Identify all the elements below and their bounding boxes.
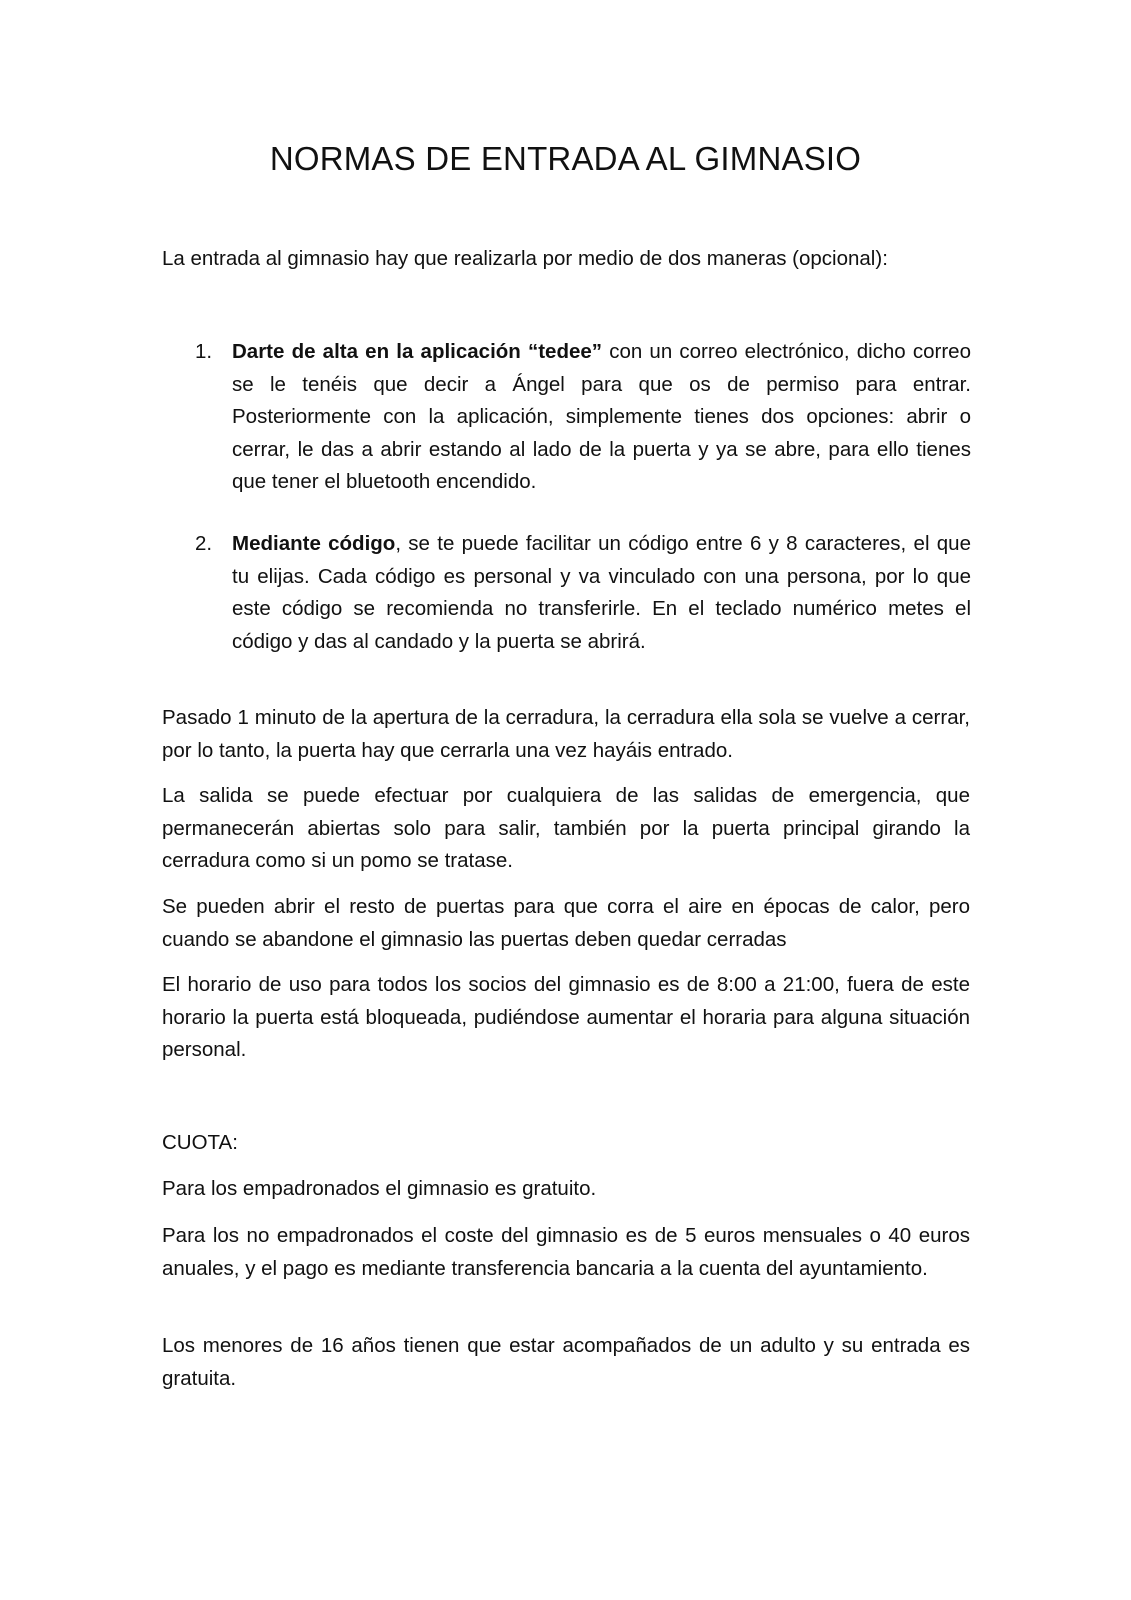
paragraph-puertas: Se pueden abrir el resto de puertas para que corra el aire en épocas de calor, pero cuando se abandone el gimnasio las puertas deben quedar cerradas [162, 895, 970, 951]
list-item-body [232, 528, 971, 658]
paragraph-salida: La salida se puede efectuar por cualquiera de las salidas de emergencia, que permanecerán abiertas solo para salir, también por la puerta principal girando la cerradura como si un pomo se tratase. [162, 784, 970, 872]
paragraph-cerradura: Pasado 1 minuto de la apertura de la cerradura, la cerradura ella sola se vuelve a cerrar, por lo tanto, la puerta hay que cerrarla una vez hayáis entrado. [162, 706, 970, 762]
list-item [195, 528, 971, 658]
list-item [195, 336, 971, 499]
intro-paragraph: La entrada al gimnasio hay que realizarla por medio de dos maneras (opcional): [162, 247, 888, 270]
paragraph-horario: El horario de uso para todos los socios del gimnasio es de 8:00 a 21:00, fuera de este horario la puerta está bloqueada, pudiéndose aumentar el horaria para alguna situación personal. [162, 973, 970, 1061]
cuota-heading: CUOTA: [162, 1131, 238, 1154]
list-item-text: con un correo electrónico, dicho correo se le tenéis que decir a Ángel para que os de permiso para entrar. Posteriormente con la aplicación, simplemente tienes dos opciones: abrir o cerrar, le das a abrir estando al lado de la puerta y ya se abre, para ello tienes que tener el bluetooth encendido. [232, 340, 971, 493]
list-item-bold-text: Mediante código [232, 532, 396, 555]
list-item-bold-text: Darte de alta en la aplicación “tedee” [232, 340, 603, 363]
list-item-number: 2. [195, 532, 213, 555]
list-item-text: , se te puede facilitar un código entre 6 y 8 caracteres, el que tu elijas. Cada código es personal y va vinculado con una persona, por lo que este código se recomienda no transferirle. En el teclado numérico metes el código y das al candado y la puerta se abrirá. [232, 532, 971, 653]
list-item-body [232, 336, 971, 499]
page-title: NORMAS DE ENTRADA AL GIMNASIO [269, 140, 862, 177]
paragraph-no-empadronados: Para los no empadronados el coste del gimnasio es de 5 euros mensuales o 40 euros anuales, y el pago es mediante transferencia bancaria a la cuenta del ayuntamiento. [162, 1224, 970, 1280]
paragraph-empadronados: Para los empadronados el gimnasio es gratuito. [162, 1177, 597, 1200]
list-item-number: 1. [195, 340, 213, 363]
paragraph-menores: Los menores de 16 años tienen que estar acompañados de un adulto y su entrada es gratuita. [162, 1334, 970, 1390]
